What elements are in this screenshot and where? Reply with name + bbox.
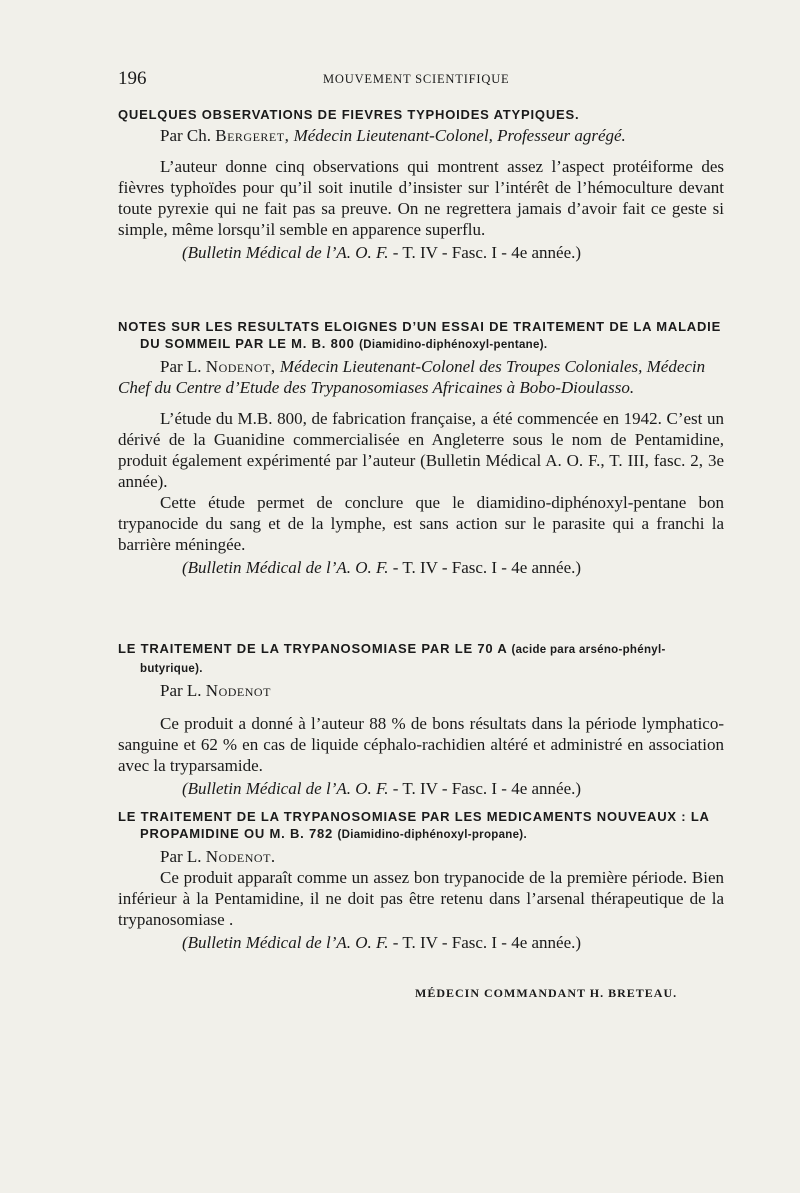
reference-volume: - T. IV - Fasc. I - 4e année.) bbox=[392, 243, 582, 262]
article-author bbox=[118, 680, 724, 701]
reference-volume: - T. IV - Fasc. I - 4e année.) bbox=[392, 933, 582, 952]
article-2 bbox=[118, 318, 724, 578]
article-title-paren: (Diamidino-diphénoxyl-pentane). bbox=[359, 339, 548, 351]
author-name: Nodenot, bbox=[205, 357, 276, 376]
article-title-text: LE TRAITEMENT DE LA TRYPANOSOMIASE PAR LE 70 A bbox=[118, 641, 508, 656]
article-paragraph: Ce produit a donné à l’auteur 88 % de bons résultats dans la période lymphatico-sanguine et 62 % en cas de liquide céphalo-rachidien altéré et administré en association avec la tryparsamide. bbox=[118, 714, 724, 775]
running-title: MOUVEMENT SCIENTIFIQUE bbox=[323, 72, 510, 86]
author-name: Nodenot. bbox=[205, 847, 276, 866]
article-author bbox=[118, 846, 724, 867]
author-name: Nodenot bbox=[205, 681, 271, 700]
article-title-text: QUELQUES OBSERVATIONS DE FIEVRES TYPHOIDES ATYPIQUES. bbox=[118, 107, 580, 122]
author-prefix: Par L. bbox=[160, 681, 202, 700]
article-title-paren: (acide para arséno-phényl-butyrique). bbox=[140, 644, 666, 675]
reference-journal: (Bulletin Médical de l’A. O. F. bbox=[182, 779, 389, 798]
article-title bbox=[118, 808, 724, 844]
article-title-text: LE TRAITEMENT DE LA TRYPANOSOMIASE PAR LES MEDICAMENTS NOUVEAUX : LA PROPAMIDINE OU M. B. 782 bbox=[118, 809, 710, 841]
article-author bbox=[118, 125, 724, 146]
running-head bbox=[118, 68, 720, 90]
signature: MÉDECIN COMMANDANT H. BRETEAU. bbox=[415, 986, 678, 1000]
author-role: Médecin Lieutenant-Colonel des Troupes Coloniales, Médecin Chef du Centre d’Etude des Trypanosomiases Africaines à Bobo-Dioulasso. bbox=[118, 357, 706, 397]
author-name: Bergeret, bbox=[215, 126, 290, 145]
article-paragraph: Cette étude permet de conclure que le diamidino-diphénoxyl-pentane bon trypanocide du sang et de la lymphe, est sans action sur le parasite qui a franchi la barrière méningée. bbox=[118, 493, 724, 554]
article-reference bbox=[118, 778, 724, 799]
article-paragraph: L’étude du M.B. 800, de fabrication française, a été commencée en 1942. C’est un dérivé de la Guanidine commercialisée en Angleterre sous le nom de Pentamidine, produit également expérimenté par l’auteur (Bulletin Médical A. O. F., T. III, fasc. 2, 3e année). bbox=[118, 409, 724, 491]
author-prefix: Par L. bbox=[160, 847, 202, 866]
article-title-text: NOTES SUR LES RESULTATS ELOIGNES D’UN ESSAI DE TRAITEMENT DE LA MALADIE DU SOMMEIL PAR LE M. B. 800 bbox=[118, 319, 722, 351]
reference-volume: - T. IV - Fasc. I - 4e année.) bbox=[392, 558, 582, 577]
article-4 bbox=[118, 808, 724, 953]
article-title bbox=[118, 318, 724, 354]
article-paragraph: L’auteur donne cinq observations qui montrent assez l’aspect protéiforme des fièvres typhoïdes pour qu’il soit inutile d’insister sur l’intérêt de l’hémoculture devant toute pyrexie qui ne fait pas sa preuve. On ne regrettera jamais d’avoir fait ce geste si simple, même lorsqu’il semble en apparence superflu. bbox=[118, 157, 724, 239]
article-3 bbox=[118, 640, 724, 799]
page-number: 196 bbox=[118, 68, 147, 89]
article-1 bbox=[118, 106, 724, 263]
article-title-paren: (Diamidino-diphénoxyl-propane). bbox=[337, 829, 527, 841]
article-reference bbox=[118, 932, 724, 953]
article-title bbox=[118, 640, 724, 678]
author-prefix: Par Ch. bbox=[160, 126, 211, 145]
article-reference bbox=[118, 557, 724, 578]
reference-journal: (Bulletin Médical de l’A. O. F. bbox=[182, 933, 389, 952]
author-role: Médecin Lieutenant-Colonel, Professeur agrégé. bbox=[293, 126, 626, 145]
reference-volume: - T. IV - Fasc. I - 4e année.) bbox=[392, 779, 582, 798]
reference-journal: (Bulletin Médical de l’A. O. F. bbox=[182, 243, 389, 262]
reference-journal: (Bulletin Médical de l’A. O. F. bbox=[182, 558, 389, 577]
article-paragraph: Ce produit apparaît comme un assez bon trypanocide de la première période. Bien inférieur à la Pentamidine, il ne doit pas être retenu dans l’arsenal thérapeutique de la trypanosomiase . bbox=[118, 868, 724, 929]
article-author bbox=[118, 356, 724, 398]
article-reference bbox=[118, 242, 724, 263]
author-prefix: Par L. bbox=[160, 357, 202, 376]
article-title bbox=[118, 106, 724, 123]
